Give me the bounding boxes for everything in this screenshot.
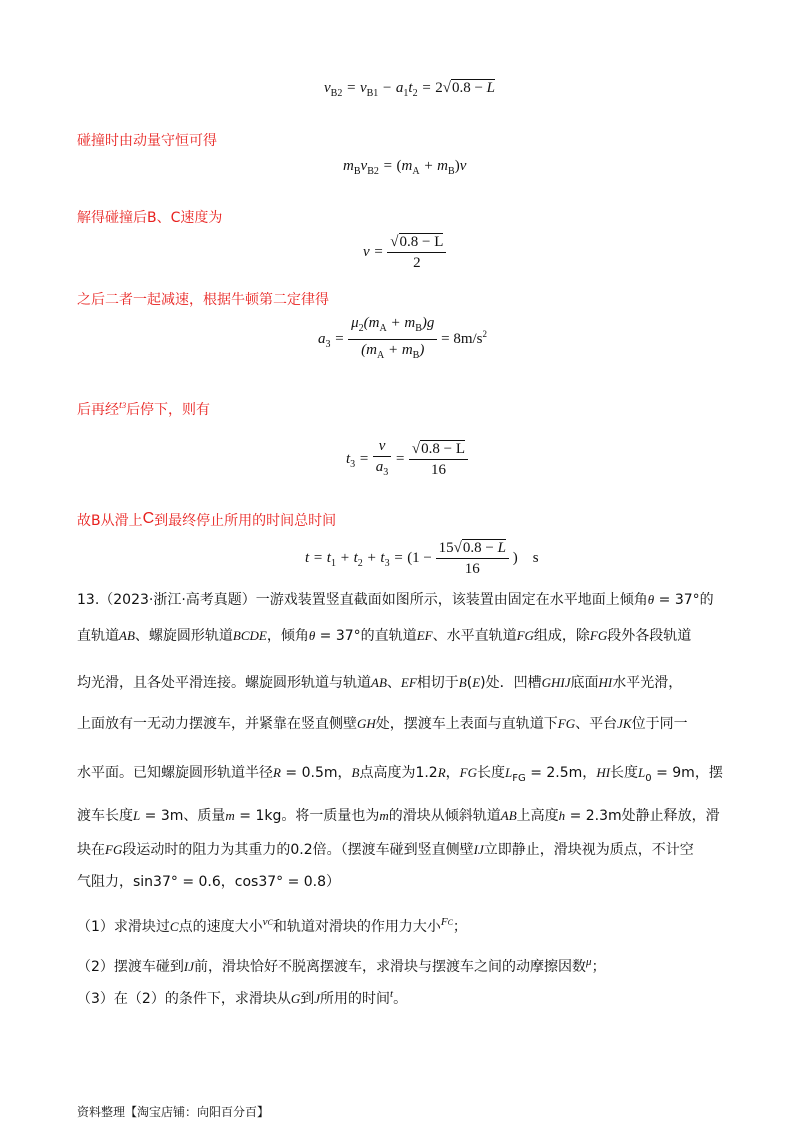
- eq6-denominator: 16: [464, 561, 480, 577]
- problem-number: 13.: [77, 592, 100, 608]
- note-t3: 后再经$^{t3}$后停下，则有: [77, 399, 211, 418]
- eq5-numerator: 0.8 − L: [421, 441, 466, 457]
- question-2: （2）摆渡车碰到IJ前，滑块恰好不脱离摆渡车，求滑块与摆渡车之间的动摩擦因数$^\mu$；: [77, 956, 606, 975]
- problem-line-3: 均光滑，且各处平滑连接。螺旋圆形轨道与轨道AB、EF相切于B(E)处．凹槽GHIJ底面HI水平光滑，: [77, 675, 683, 691]
- footer-source: 资料整理【淘宝店铺：向阳百分百】: [77, 1105, 270, 1119]
- eq4-fraction: $\frac{\mu_2(m_A + m_B)g}{(m_A + m_B)}$: [348, 313, 437, 366]
- note-speed: 解得碰撞后B、C速度为: [77, 210, 223, 226]
- eq3-fraction: $\frac{√0.8 - L}{2}$: [387, 232, 446, 273]
- problem-line-2: 直轨道AB、螺旋圆形轨道BCDE，倾角θ = 37°的直轨道EF、水平直轨道FG组成，除FG段外各段轨道: [77, 628, 692, 644]
- problem-line-7: 块在FG段运动时的阻力为其重力的0.2倍。（摆渡车碰到竖直侧壁IJ立即静止，滑块视为质点，不计空: [77, 842, 694, 858]
- equation-t3: $t_3$ = $\frac{v}{a_3}$ = $\frac{√0.8 - L}{16}$: [346, 436, 468, 483]
- equation-total-time: $t = t_1 + t_2 + t_3 = (1$ − $\frac{15√0.8 - L}{16}$ ) s: [305, 540, 539, 577]
- note-momentum: 碰撞时由动量守恒可得: [77, 133, 217, 149]
- note-newton: 之后二者一起减速，根据牛顿第二定律得: [77, 292, 329, 308]
- question-1: （1）求滑块过C点的速度大小$^{vC}$和轨道对滑块的作用力大小$^{FC}$；: [77, 916, 467, 935]
- equation-vb2: $v_{B2} = v_{B1} - a_1t_2 = 2√0.8 - L$: [324, 80, 496, 99]
- problem-line-4: 上面放有一无动力摆渡车，并紧靠在竖直侧壁GH处，摆渡车上表面与直轨道下FG、平台JK位于同一: [77, 716, 688, 732]
- eq6-fraction: $\frac{15√0.8 - L}{16}$: [436, 538, 509, 579]
- note-total-time: 故B从滑上C到最终停止所用的时间总时间: [77, 510, 337, 529]
- eq3-numerator: 0.8 − L: [399, 234, 444, 250]
- problem-line-8: 气阻力，sin37° = 0.6，cos37° = 0.8）: [77, 874, 341, 890]
- problem-source: （2023·浙江·高考真题）: [99, 592, 256, 608]
- equation-momentum: $m_Bv_{B2} = (m_A + m_B)v$: [343, 158, 467, 177]
- equation-a3: $a_3$ = $\frac{\mu_2(m_A + m_B)g}{(m_A + m_B)}$ = $8m/s^2$: [318, 313, 487, 366]
- note-t3-a: 后再经: [77, 402, 119, 418]
- problem-line-1: 13.（2023·浙江·高考真题）一游戏装置竖直截面如图所示，该装置由固定在水平地面上倾角θ = 37°的: [77, 592, 714, 608]
- eq3-lhs: v =: [363, 243, 384, 260]
- eq5-fraction: $\frac{√0.8 - L}{16}$: [409, 439, 468, 480]
- eq5-denominator: 16: [430, 462, 446, 478]
- question-3: （3）在（2）的条件下，求滑块从G到J所用的时间$^t$。: [77, 988, 408, 1007]
- note-total-a: 故B从滑上: [77, 513, 143, 529]
- eq3-denominator: 2: [413, 255, 421, 271]
- equation-v: [363, 232, 446, 273]
- problem-line-5: 水平面。已知螺旋圆形轨道半径R = 0.5m，B点高度为1.2R，FG长度$L_{FG} = 2.5m$，HI长度$L_0 = 9m$，摆: [77, 765, 723, 784]
- note-total-b: 到最终停止所用的时间总时间: [154, 513, 337, 529]
- note-t3-b: 后停下，则有: [126, 402, 211, 418]
- problem-line-6: 渡车长度L = 3m、质量m = 1kg。将一质量也为m的滑块从倾斜轨道AB上高度h = 2.3m处静止释放，滑: [77, 808, 720, 824]
